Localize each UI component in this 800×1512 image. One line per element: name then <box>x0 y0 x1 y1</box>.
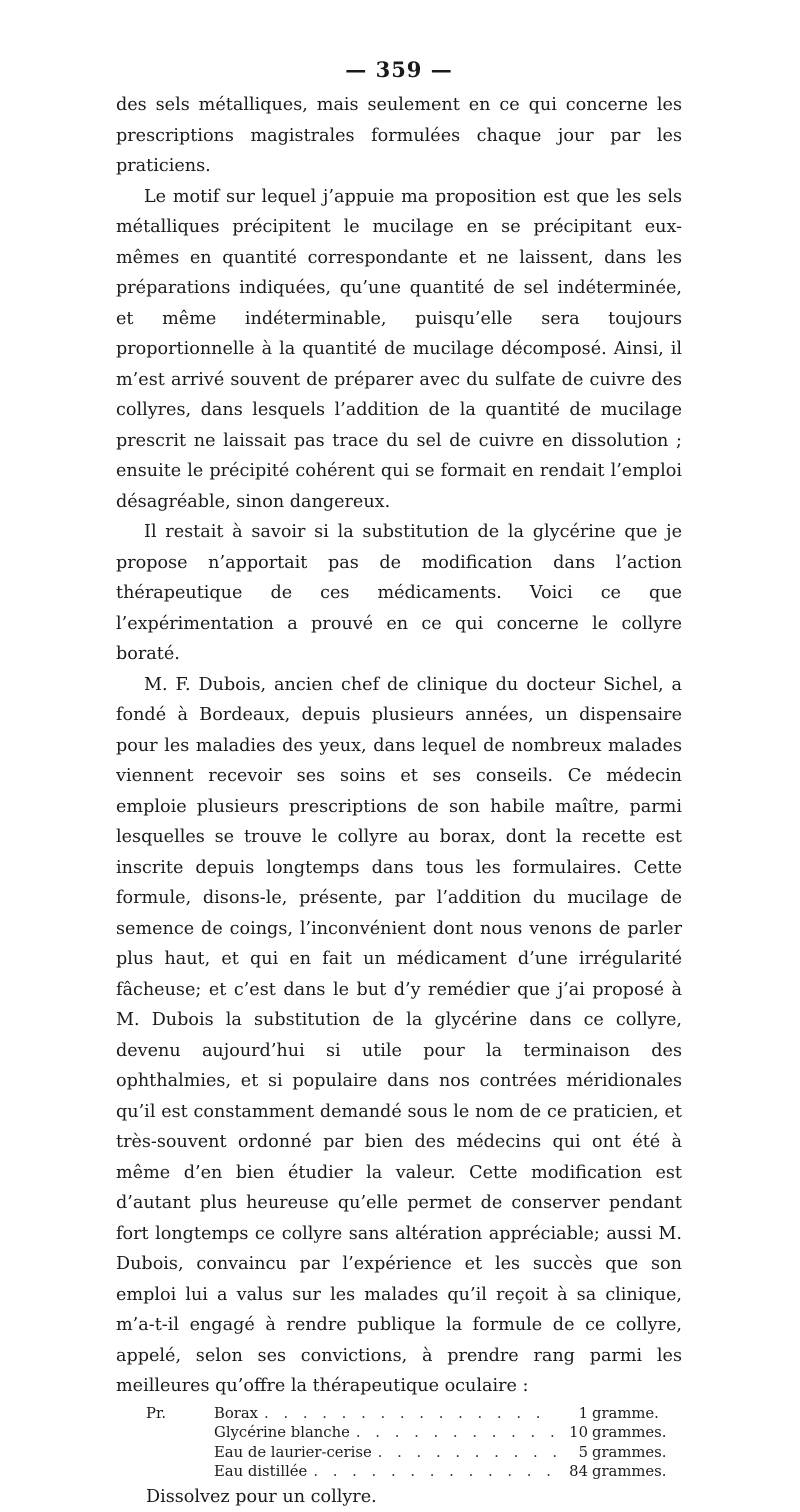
leader-dots <box>264 1404 556 1424</box>
quantity-value: 1 <box>578 1404 588 1422</box>
paragraph-motif: Le motif sur lequel j’appuie ma proposition est que les sels métalliques précipitent le mucilage en se précipitant eux-mêmes en quantité correspondante et ne laissent, dans les préparations indiquées, qu’une quantité de sel indéterminée, et même indéterminable, puisqu’elle sera toujours proportionnelle à la quantité de mucilage décomposé. Ainsi, il m’est arrivé souvent de préparer avec du sulfate de cuivre des collyres, dans lesquels l’addition de la quantité de mucilage prescrit ne laissait pas trace du sel de cuivre en dissolution ; ensuite le précipité cohérent qui se formait en rendait l’emploi désagréable, sinon dangereux. <box>116 186 682 512</box>
recipe-row <box>116 1423 682 1443</box>
quantity-unit: grammes. <box>592 1424 667 1441</box>
ingredient-quantity <box>562 1443 682 1463</box>
ingredient-quantity <box>562 1462 682 1482</box>
document-page <box>116 56 682 1512</box>
leader-dots <box>313 1462 556 1482</box>
page-number: — 359 — <box>345 57 453 82</box>
ingredient-quantity <box>562 1423 682 1443</box>
ingredient-name: Borax <box>214 1404 259 1422</box>
prescription-recipe <box>116 1404 682 1482</box>
leader-dots <box>378 1443 556 1463</box>
recipe-row <box>116 1462 682 1482</box>
recipe-row <box>116 1404 682 1424</box>
quantity-value: 5 <box>578 1443 588 1461</box>
closing-instruction: Dissolvez pour un collyre. <box>146 1486 377 1507</box>
leader-dots <box>356 1423 556 1443</box>
paragraph-continuation: des sels métalliques, mais seulement en ce qui concerne les prescriptions magistrales formulées chaque jour par les praticiens. <box>116 95 682 176</box>
quantity-unit: grammes. <box>592 1463 667 1480</box>
ingredient-name: Eau de laurier-cerise <box>214 1443 372 1461</box>
recipe-prefix: Pr. <box>146 1404 167 1422</box>
quantity-value: 10 <box>569 1424 588 1441</box>
recipe-row <box>116 1443 682 1463</box>
quantity-unit: gramme. <box>592 1404 659 1422</box>
paragraph-dubois: M. F. Dubois, ancien chef de clinique du docteur Sichel, a fondé à Bordeaux, depuis plusieurs années, un dispensaire pour les maladies des yeux, dans lequel de nombreux malades viennent recevoir ses soins et ses conseils. Ce médecin emploie plusieurs prescriptions de son habile maître, parmi lesquelles se trouve le collyre au borax, dont la recette est inscrite depuis longtemps dans tous les formulaires. Cette formule, disons-le, présente, par l’addition du mucilage de semence de coings, l’inconvénient dont nous venons de parler plus haut, et qui en fait un médicament d’une irrégularité fâcheuse; et c’est dans le but d’y remédier que j’ai proposé à M. Dubois la substitution de la glycérine dans ce collyre, devenu aujourd’hui si utile pour la terminaison des ophthalmies, et si populaire dans nos contrées méridionales qu’il est constamment demandé sous le nom de ce praticien, et très-souvent ordonné par bien des médecins qui ont été à même d’en bien étudier la valeur. Cette modification est d’autant plus heureuse qu’elle permet de conserver pendant fort longtemps ce collyre sans altération appréciable; aussi M. Dubois, convaincu par l’expérience et les succès que son emploi lui a valus sur les malades qu’il reçoit à sa clinique, m’a-t-il engagé à rendre publique la formule de ce collyre, appelé, selon ses convictions, à prendre rang parmi les meilleures qu’offre la thérapeutique oculaire : <box>116 674 682 1396</box>
paragraph-glycerine: Il restait à savoir si la substitution de la glycérine que je propose n’apportait pas de modification dans l’action thérapeutique de ces médicaments. Voici ce que l’expérimentation a prouvé en ce qui concerne le collyre boraté. <box>116 522 682 664</box>
ingredient-name: Eau distillée <box>214 1463 308 1480</box>
quantity-unit: grammes. <box>592 1443 667 1461</box>
ingredient-quantity <box>562 1404 682 1424</box>
quantity-value: 84 <box>569 1463 588 1480</box>
ingredient-name: Glycérine blanche <box>214 1424 350 1441</box>
